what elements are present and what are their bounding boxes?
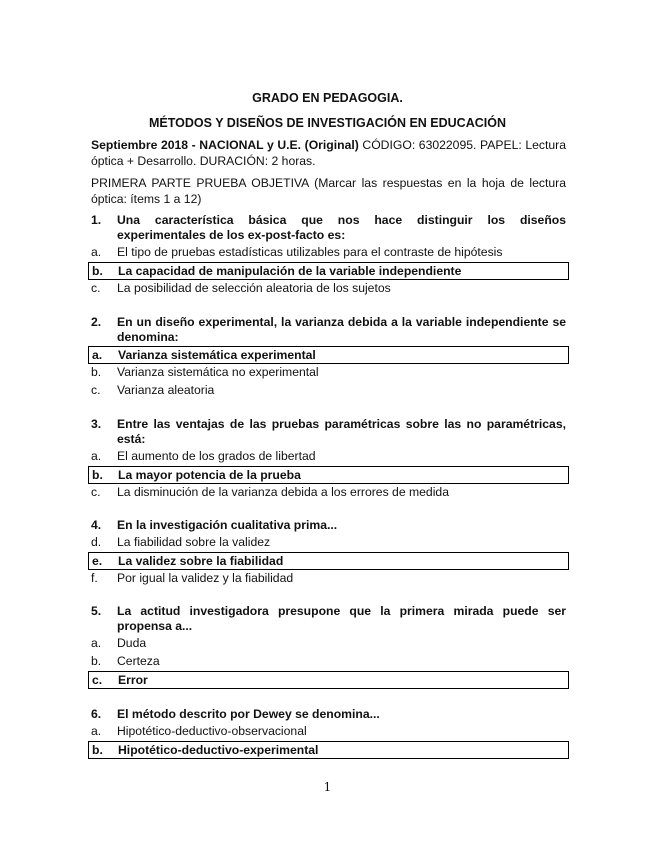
correct-option-b xyxy=(88,466,569,484)
page-number: 1 xyxy=(323,780,332,794)
correct-option-c xyxy=(88,671,569,689)
option-text: Hipotético-deductivo-experimental xyxy=(118,743,319,757)
question-number: 5. xyxy=(91,604,102,618)
option-text: Varianza sistemática no experimental xyxy=(117,365,319,379)
option-text: Hipotético-deductivo-observacional xyxy=(117,724,307,738)
option-text: La mayor potencia de la prueba xyxy=(118,468,301,482)
option-text: Duda xyxy=(117,636,147,650)
option-text: La fiabilidad sobre la validez xyxy=(117,535,271,549)
option-letter: f. xyxy=(91,571,98,585)
question-text: En un diseño experimental, la varianza debida a la variable independiente se denomina: xyxy=(117,315,566,344)
question-6 xyxy=(91,707,566,759)
option-letter: a. xyxy=(91,636,102,650)
question-text: El método descrito por Dewey se denomina... xyxy=(117,707,380,721)
session-info-rest: CÓDIGO: 63022095. PAPEL: Lectura óptica + Desarrollo. DURACIÓN: 2 horas. xyxy=(91,138,567,168)
correct-option-e xyxy=(88,552,569,570)
option-text: El aumento de los grados de libertad xyxy=(117,449,316,463)
option-text: La validez sobre la fiabilidad xyxy=(118,554,284,568)
correct-option-b xyxy=(88,741,569,759)
option-letter: c. xyxy=(92,673,103,687)
option-f xyxy=(91,570,566,588)
option-text: La posibilidad de selección aleatoria de los sujetos xyxy=(117,281,391,295)
option-list xyxy=(91,448,566,502)
option-letter: d. xyxy=(91,535,102,549)
option-letter: c. xyxy=(91,383,101,397)
question-number: 4. xyxy=(91,518,102,532)
question-text: Una característica básica que nos hace distinguir los diseños experimentales de los ex-post-facto es: xyxy=(117,213,566,242)
question-text: Entre las ventajas de las pruebas paramétricas sobre las no paramétricas, está: xyxy=(117,417,566,446)
option-a xyxy=(91,723,566,741)
option-a xyxy=(91,244,566,262)
option-letter: c. xyxy=(91,485,101,499)
option-a xyxy=(91,635,566,653)
option-letter: b. xyxy=(91,365,102,379)
option-c xyxy=(91,280,566,298)
option-text: El tipo de pruebas estadísticas utilizables para el contraste de hipótesis xyxy=(117,245,503,259)
question-text: En la investigación cualitativa prima... xyxy=(117,518,338,532)
question-text: La actitud investigadora presupone que la primera mirada puede ser propensa a... xyxy=(117,604,566,633)
question-5 xyxy=(91,604,566,689)
option-list xyxy=(91,635,566,689)
correct-option-a xyxy=(88,346,569,364)
option-letter: b. xyxy=(92,743,103,757)
option-letter: a. xyxy=(91,724,102,738)
question-number: 3. xyxy=(91,417,102,431)
option-letter: a. xyxy=(91,245,102,259)
option-c xyxy=(91,382,566,400)
question-3 xyxy=(91,417,566,502)
session-info-bold: Septiembre 2018 - NACIONAL y U.E. (Original) xyxy=(91,138,359,152)
option-text: Por igual la validez y la fiabilidad xyxy=(117,571,294,585)
option-text: Error xyxy=(118,673,148,687)
question-number: 1. xyxy=(91,213,102,227)
session-info xyxy=(91,137,566,169)
option-letter: e. xyxy=(92,554,103,568)
option-a xyxy=(91,448,566,466)
option-list xyxy=(91,534,566,588)
option-letter: a. xyxy=(92,348,103,362)
option-list xyxy=(91,723,566,759)
correct-option-b xyxy=(88,262,569,280)
option-text: Varianza aleatoria xyxy=(117,383,215,397)
option-letter: a. xyxy=(91,449,102,463)
option-list xyxy=(91,244,566,298)
question-number: 2. xyxy=(91,315,102,329)
instructions: PRIMERA PARTE PRUEBA OBJETIVA (Marcar las respuestas en la hoja de lectura óptica: ítems 1 a 12) xyxy=(91,176,566,206)
option-letter: c. xyxy=(91,281,101,295)
option-letter: b. xyxy=(92,468,103,482)
course-title: MÉTODOS Y DISEÑOS DE INVESTIGACIÓN EN EDUCACIÓN xyxy=(148,116,506,130)
question-2 xyxy=(91,315,566,400)
option-text: Varianza sistemática experimental xyxy=(118,348,316,362)
option-d xyxy=(91,534,566,552)
option-b xyxy=(91,364,566,382)
question-number: 6. xyxy=(91,707,102,721)
option-letter: b. xyxy=(91,654,102,668)
question-4 xyxy=(91,518,566,588)
option-text: La capacidad de manipulación de la variable independiente xyxy=(118,264,462,278)
question-1 xyxy=(91,213,566,298)
option-c xyxy=(91,484,566,502)
option-letter: b. xyxy=(92,264,103,278)
option-text: Certeza xyxy=(117,654,160,668)
option-b xyxy=(91,653,566,671)
option-list xyxy=(91,346,566,400)
degree-title: GRADO EN PEDAGOGIA. xyxy=(252,91,403,105)
option-text: La disminución de la varianza debida a los errores de medida xyxy=(117,485,449,499)
